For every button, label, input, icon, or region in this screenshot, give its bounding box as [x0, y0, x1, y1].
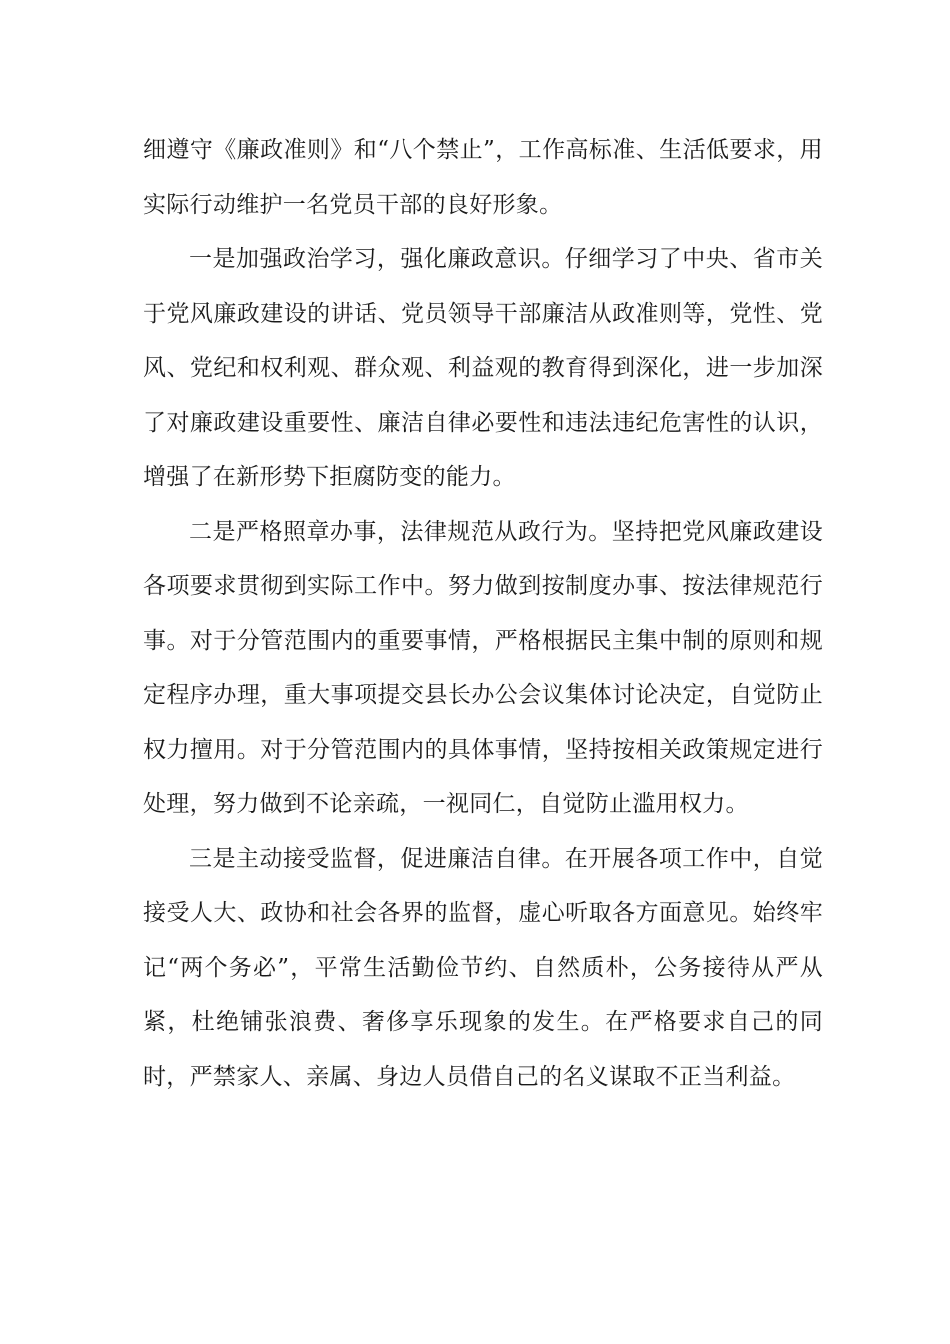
paragraph-continued: 细遵守《廉政准则》和“八个禁止”，工作高标准、生活低要求，用实际行动维护一名党员干部的良好形象。: [143, 137, 823, 218]
document-body: [143, 123, 823, 1104]
paragraph-accept-supervision: 三是主动接受监督，促进廉洁自律。在开展各项工作中，自觉接受人大、政协和社会各界的监督，虚心听取各方面意见。始终牢记“两个务必”，平常生活勤俭节约、自然质朴，公务接待从严从紧，杜绝铺张浪费、奢侈享乐现象的发生。在严格要求自己的同时，严禁家人、亲属、身边人员借自己的名义谋取不正当利益。: [143, 845, 823, 1090]
paragraph-political-study: 一是加强政治学习，强化廉政意识。仔细学习了中央、省市关于党风廉政建设的讲话、党员领导干部廉洁从政准则等，党性、党风、党纪和权利观、群众观、利益观的教育得到深化，进一步加深了对廉政建设重要性、廉洁自律必要性和违法违纪危害性的认识，增强了在新形势下拒腐防变的能力。: [143, 246, 823, 490]
paragraph-rule-based-conduct: 二是严格照章办事，法律规范从政行为。坚持把党风廉政建设各项要求贯彻到实际工作中。努力做到按制度办事、按法律规范行事。对于分管范围内的重要事情，严格根据民主集中制的原则和规定程序办理，重大事项提交县长办公会议集体讨论决定，自觉防止权力擅用。对于分管范围内的具体事情，坚持按相关政策规定进行处理，努力做到不论亲疏，一视同仁，自觉防止滥用权力。: [143, 518, 823, 817]
